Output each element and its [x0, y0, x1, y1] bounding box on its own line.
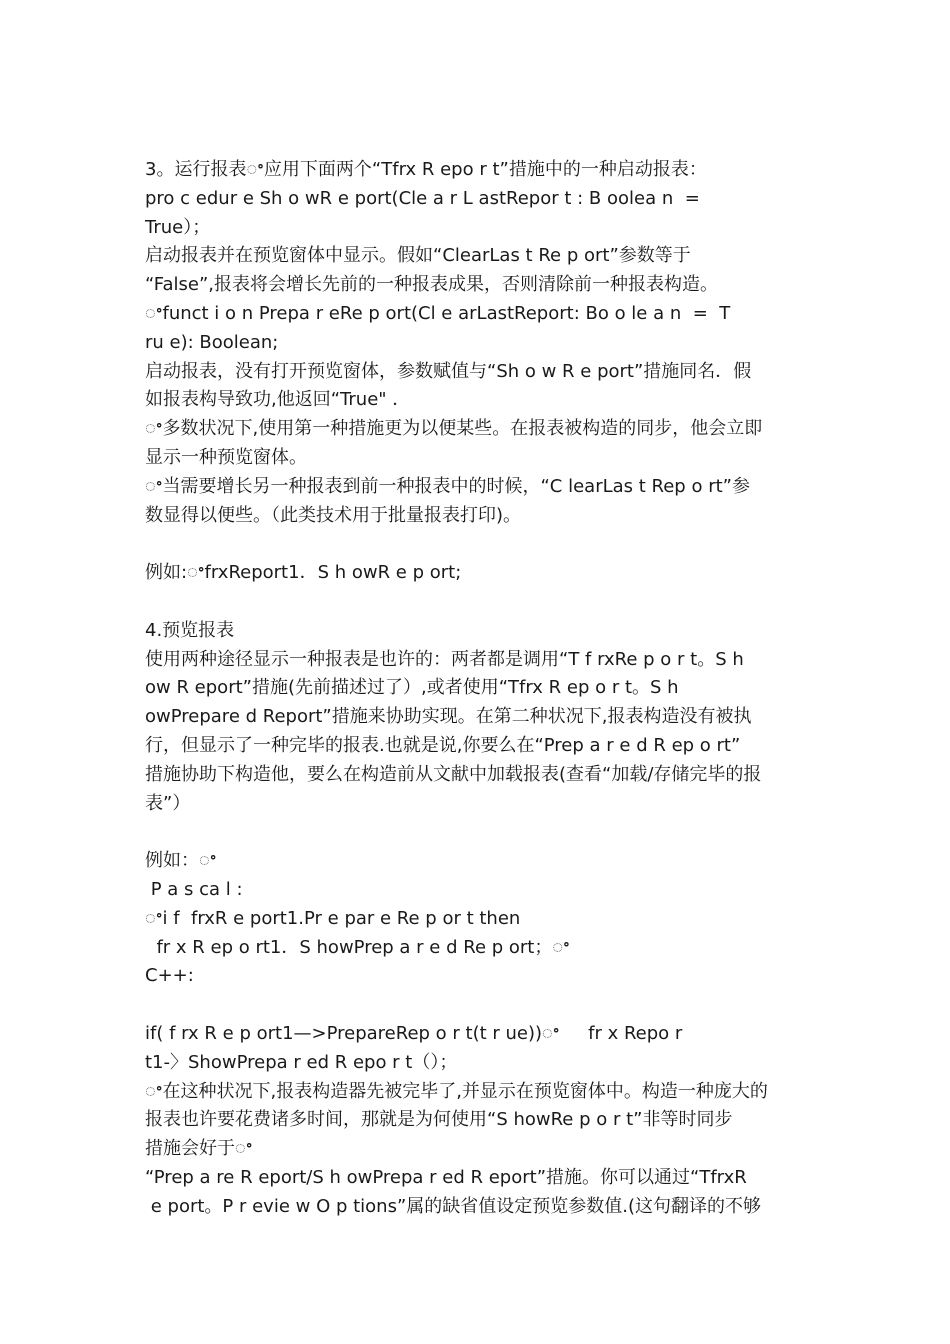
- code-line: P a s ca l :: [145, 878, 243, 900]
- blank-line: [145, 530, 810, 559]
- text-line: pro c edur e Sh o wR e port(Cle a r L astRepor t : B oolea n =: [145, 187, 700, 209]
- code-line: if( f rx R e p ort1—>PrepareRep o r t(t r ue))ꢀ fr x Repo r: [145, 1022, 683, 1044]
- text-line: ꢀfunct i o n Prepa r eRe p ort(Cl e arLastReport: Bo o le a n = T: [145, 302, 731, 324]
- text-line: ꢀ在这种状况下,报表构造器先被完毕了,并显示在预览窗体中。构造一种庞大的: [145, 1080, 768, 1102]
- blank-line: [145, 588, 810, 617]
- text-line: 例如:ꢀfrxReport1．S h owR e p ort;: [145, 562, 462, 584]
- text-line: 表”）: [145, 792, 191, 814]
- text-line: 措施协助下构造他，要么在构造前从文献中加载报表(查看“加载/存储完毕的报: [145, 763, 762, 785]
- text-line: 数显得以便些。（此类技术用于批量报表打印)。: [145, 504, 522, 526]
- text-line: 报表也许要花费诸多时间，那就是为何使用“S howRe p o r t”非等时同步: [145, 1109, 733, 1131]
- text-line: 行，但显示了一种完毕的报表.也就是说,你要么在“Prep a r e d R ep o rt”: [145, 734, 741, 756]
- blank-line: [145, 991, 810, 1020]
- code-line: ꢀi f frxR e port1.Pr e par e Re p or t then: [145, 907, 521, 929]
- code-line: fr x R ep o rt1．S howPrep a r e d Re p ort；ꢀ: [145, 936, 570, 958]
- text-line: 如报表构导致功,他返回“True" ．: [145, 389, 411, 411]
- document-body: [145, 156, 810, 1221]
- text-line: ꢀ多数状况下,使用第一种措施更为以便某些。在报表被构造的同步，他会立即: [145, 418, 763, 440]
- text-line: owPrepare d Report”措施来协助实现。在第二种状况下,报表构造没有被执: [145, 706, 752, 728]
- text-line: ow R eport”措施(先前描述过了）,或者使用“Tfrx R ep o r t。S h: [145, 677, 679, 699]
- code-line: t1-〉ShowPrepa r ed R epo r t（）；: [145, 1051, 458, 1073]
- text-line: ru e): Boolean;: [145, 331, 279, 353]
- text-line: 使用两种途径显示一种报表是也许的：两者都是调用“T f rxRe p o r t。S h: [145, 648, 744, 670]
- section-heading: 4.预览报表: [145, 619, 235, 641]
- text-line: 3。运行报表ꢀ应用下面两个“Tfrx R epo r t”措施中的一种启动报表：: [145, 159, 707, 180]
- text-line: “False”,报表将会增长先前的一种报表成果，否则清除前一种报表构造。: [145, 274, 718, 296]
- blank-line: [145, 818, 810, 847]
- text-line: 措施会好于ꢀ: [145, 1138, 253, 1160]
- text-line: 例如：ꢀ: [145, 850, 217, 872]
- text-line: “Prep a re R eport/S h owPrepa r ed R eport”措施。你可以通过“TfrxR: [145, 1166, 747, 1188]
- text-line: True）；: [145, 216, 211, 238]
- text-line: 显示一种预览窗体。: [145, 446, 307, 468]
- text-line: 启动报表并在预览窗体中显示。假如“ClearLas t Re p ort”参数等于: [145, 245, 691, 267]
- code-line: C++:: [145, 965, 194, 987]
- text-line: e port。P r evie w O p tions”属的缺省值设定预览参数值.(这句翻译的不够: [145, 1195, 762, 1217]
- text-line: 启动报表，没有打开预览窗体，参数赋值与“Sh o w R e port”措施同名．假: [145, 360, 752, 382]
- text-line: ꢀ当需要增长另一种报表到前一种报表中的时候，“C learLas t Rep o rt”参: [145, 475, 750, 497]
